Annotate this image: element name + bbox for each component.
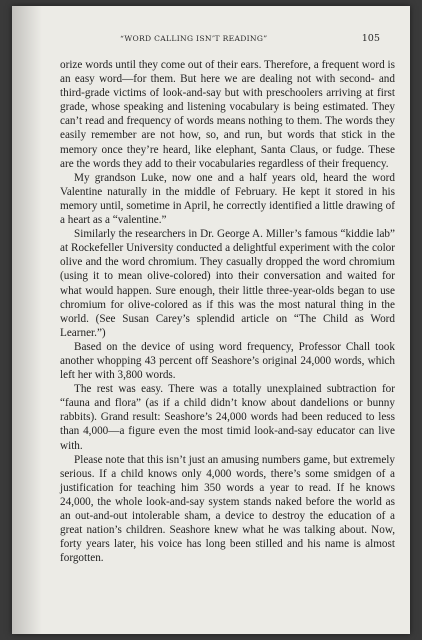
paragraph: Similarly the researchers in Dr. George A. Miller’s famous “kiddie lab” at Rockefeller University conducted a delightful experiment with the color olive and the word chromium. They casually dropped the word chromium (using it to mean olive-colored) into their conversation and waited for what would happen. Sure enough, their little three-year-olds began to use chromium for olive-colored as if this was the most natural thing in the world. (See Susan Carey’s splendid article on “The Child as Word Learner.”)	[60, 228, 395, 339]
paragraph: Please note that this isn’t just an amusing numbers game, but extremely serious. If a child knows only 4,000 words, there’s some smidgen of a justification for teaching him 350 words a year to read. If he knows 24,000, the whole look-and-say system stands naked before the world as an out-and-out intolerable sham, a device to destroy the education of a great nation’s children. Seashore knew what he was talking about. Now, forty years later, his voice has long been stilled and his name is almost forgotten.	[60, 453, 395, 565]
paragraph: My grandson Luke, now one and a half years old, heard the word Valentine naturally in the middle of February. He kept it stored in his memory until, sometime in April, he correctly identified a little drawing of a heart as a “valentine.”	[60, 171, 395, 227]
paragraph: orize words until they come out of their ears. Therefore, a frequent word is an easy word—for them. But here we are dealing not with second- and third-grade victims of look-and-say but with preschoolers arriving at first grade, whose speaking and listening vocabulary is being estimated. They can’t read and frequency of words means nothing to them. The words they easily remember are not how, so, and run, but words that stick in the memory once they’re heard, like elephant, Santa Claus, or fudge. These are the words they add to their vocabularies regardless of their frequency.	[60, 59, 395, 170]
paragraph: The rest was easy. There was a totally unexplained subtraction for “fauna and flora” (as if a child didn’t know about dandelions or bunny rabbits). Grand result: Seashore’s 24,000 words had been reduced to less than 4,000—a figure even the most timid look-and-say educator can live with.	[60, 383, 395, 452]
book-page	[12, 6, 410, 634]
paragraph: Based on the device of using word frequency, Professor Chall took another whopping 43 percent off Seashore’s original 24,000 words, which left her with 3,800 words.	[60, 340, 395, 382]
running-head: “WORD CALLING ISN’T READING”	[120, 34, 268, 43]
page-number: 105	[361, 33, 380, 44]
page-header	[52, 34, 380, 48]
body-text	[60, 58, 395, 565]
